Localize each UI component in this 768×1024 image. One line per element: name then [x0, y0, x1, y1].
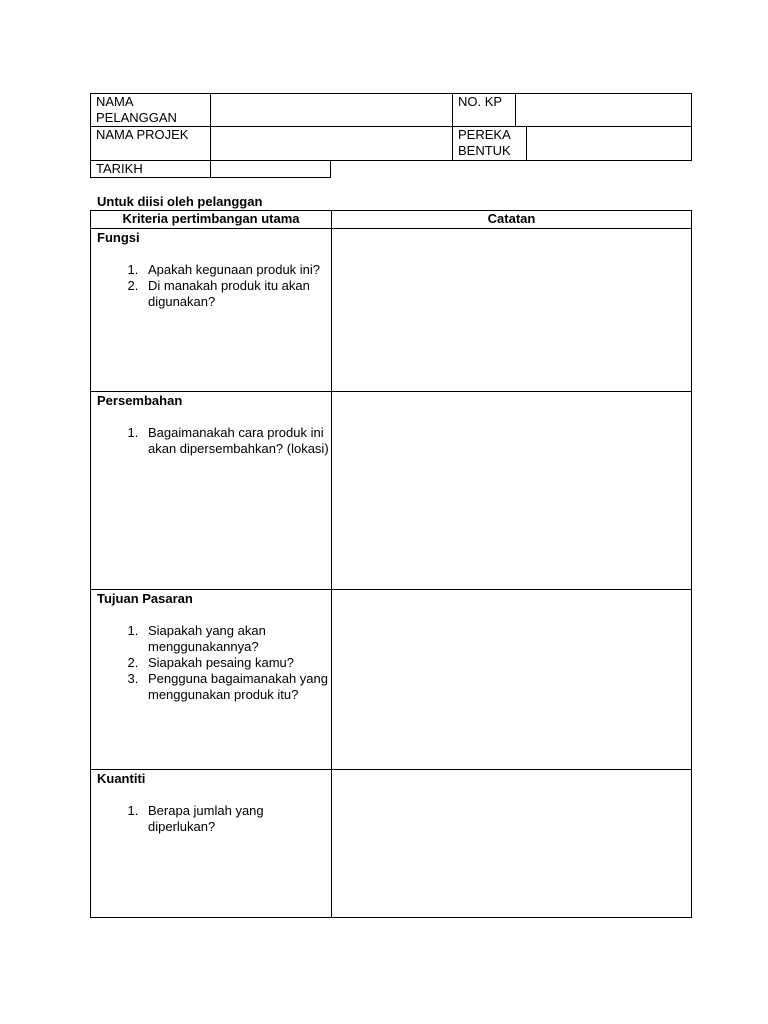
designer-label-cell	[452, 126, 527, 161]
criteria-cell-kuantiti	[90, 769, 332, 918]
project-name-field[interactable]	[210, 126, 453, 161]
customer-name-label-cell	[90, 93, 211, 127]
notes-cell-persembahan[interactable]	[331, 391, 692, 590]
criteria-column-header: Kriteria pertimbangan utama	[90, 210, 332, 229]
question-item: 1. Siapakah yang akan menggunakannya?	[142, 623, 331, 655]
customer-name-label: NAMA PELANGGAN	[96, 94, 177, 125]
criteria-questions	[97, 623, 331, 703]
criteria-questions	[97, 803, 331, 835]
criteria-title: Fungsi	[97, 230, 140, 245]
ic-no-label: NO. KP	[458, 94, 503, 109]
notes-column-header: Catatan	[331, 210, 692, 229]
project-name-label-cell	[90, 126, 211, 161]
ic-no-field[interactable]	[515, 93, 692, 127]
designer-field[interactable]	[526, 126, 692, 161]
customer-name-field[interactable]	[210, 93, 453, 127]
question-item: 1. Bagaimanakah cara produk ini akan dipersembahkan? (lokasi)	[142, 425, 331, 457]
date-label: TARIKH	[96, 161, 143, 176]
criteria-questions	[97, 425, 331, 457]
date-field[interactable]	[210, 160, 331, 178]
question-item: 1. Berapa jumlah yang diperlukan?	[142, 803, 331, 835]
criteria-cell-fungsi	[90, 228, 332, 392]
question-item: 3. Pengguna bagaimanakah yang menggunakan produk itu?	[142, 671, 331, 703]
project-name-label: NAMA PROJEK	[96, 127, 189, 142]
question-item: 2. Siapakah pesaing kamu?	[142, 655, 331, 671]
notes-cell-kuantiti[interactable]	[331, 769, 692, 918]
question-item: 1. Apakah kegunaan produk ini?	[142, 262, 331, 278]
criteria-title: Tujuan Pasaran	[97, 591, 193, 606]
criteria-cell-persembahan	[90, 391, 332, 590]
section-caption: Untuk diisi oleh pelanggan	[97, 194, 263, 209]
date-label-cell	[90, 160, 211, 178]
criteria-cell-tujuan-pasaran	[90, 589, 332, 770]
criteria-title: Kuantiti	[97, 771, 146, 786]
criteria-title: Persembahan	[97, 393, 183, 408]
notes-cell-fungsi[interactable]	[331, 228, 692, 392]
ic-no-label-cell	[452, 93, 516, 127]
notes-cell-tujuan-pasaran[interactable]	[331, 589, 692, 770]
criteria-questions	[97, 262, 331, 310]
question-item: 2. Di manakah produk itu akan digunakan?	[142, 278, 331, 310]
designer-label: PEREKA BENTUK	[458, 127, 511, 158]
